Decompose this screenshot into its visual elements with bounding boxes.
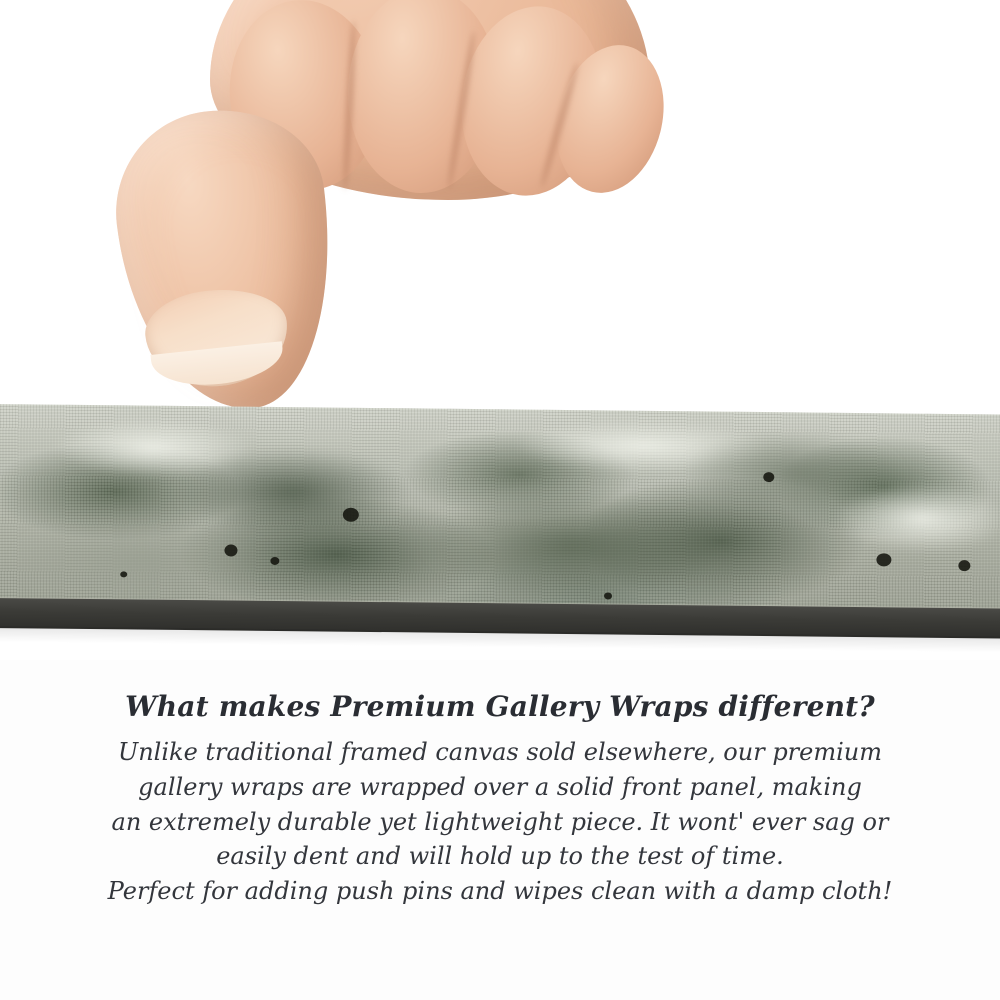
hand-illustration <box>110 0 630 420</box>
caption-line: Unlike traditional framed canvas sold elsewhere, our premium <box>117 738 882 766</box>
caption-title: What makes Premium Gallery Wraps different? <box>125 690 875 723</box>
caption-line: easily dent and will hold up to the test of time. <box>216 842 784 871</box>
caption-line: an extremely durable yet lightweight piece. It wont' ever sag or <box>111 807 889 836</box>
caption-line: gallery wraps are wrapped over a solid front panel, making <box>138 772 862 801</box>
caption-block <box>0 690 1000 909</box>
canvas-edge-strip <box>0 404 1000 631</box>
caption-body <box>0 735 1000 909</box>
caption-line: Perfect for adding push pins and wipes clean with a damp cloth! <box>107 877 893 906</box>
